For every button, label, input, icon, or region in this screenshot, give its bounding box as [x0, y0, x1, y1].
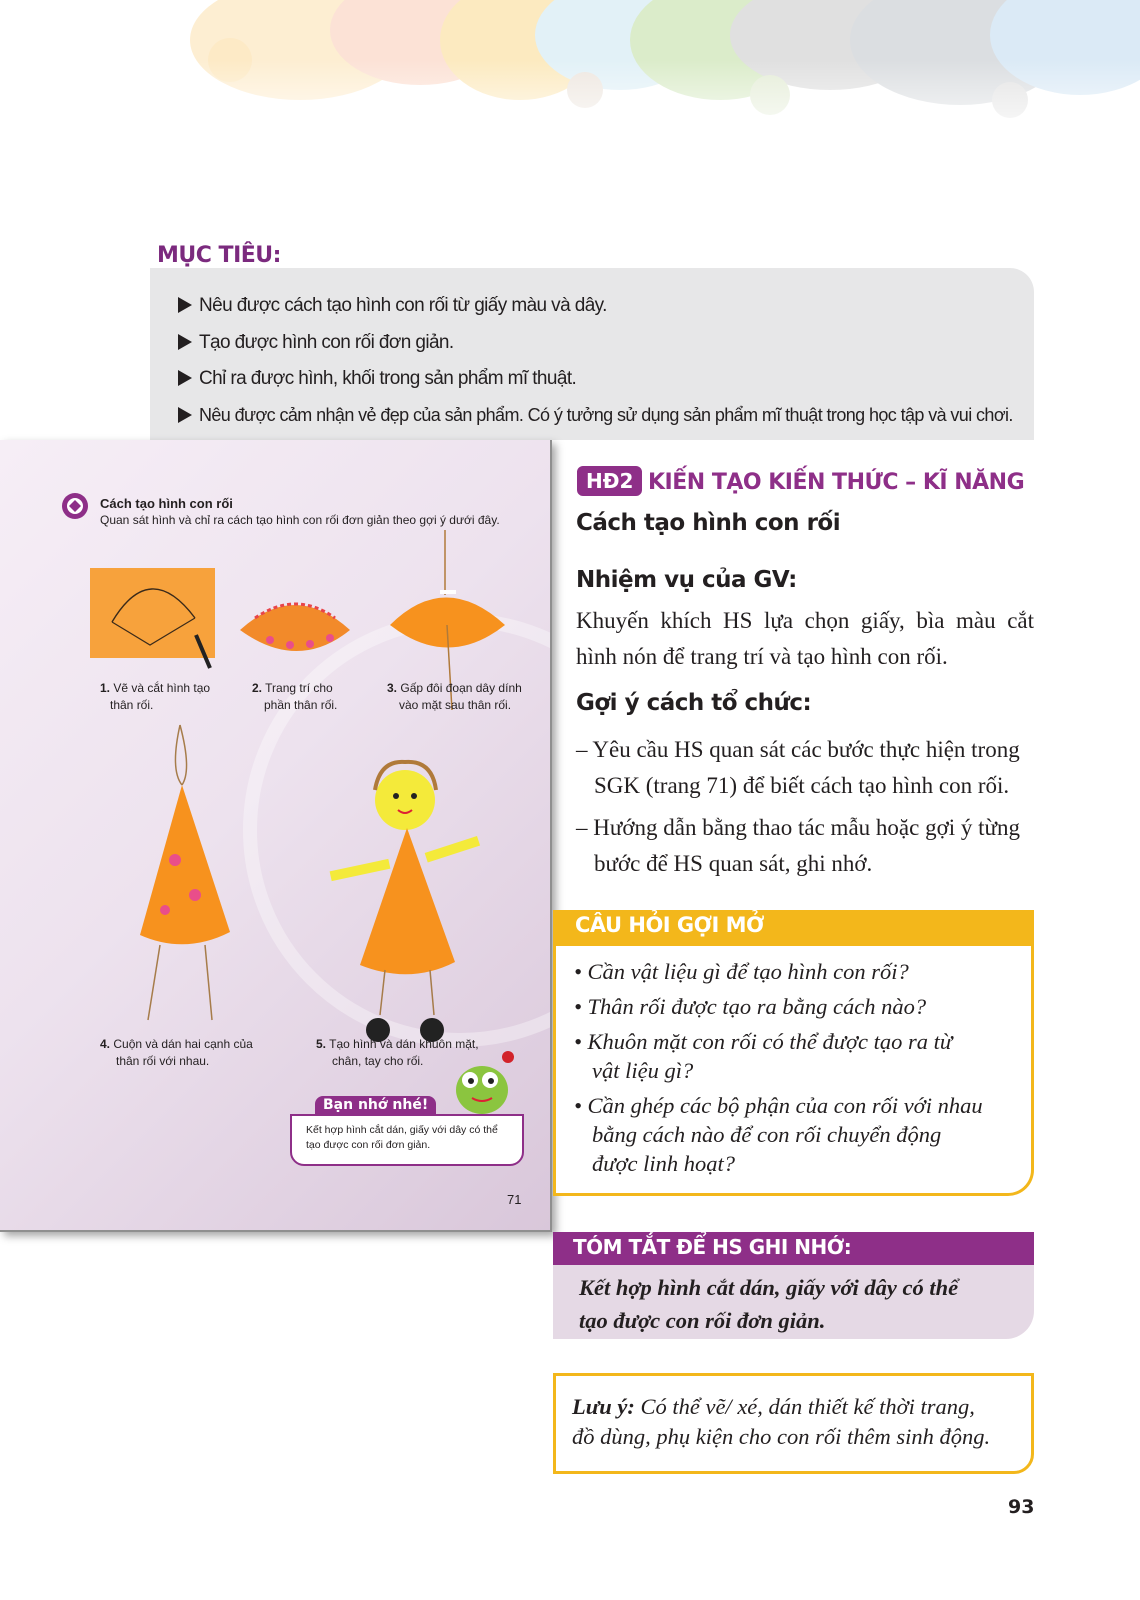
step-caption: 3. Gấp đôi đoạn dây dính vào mặt sau thân rối.	[387, 681, 522, 712]
step-caption: 1. Vẽ và cắt hình tạo thân rối.	[100, 681, 211, 712]
step2-decorated-fan-image	[240, 604, 350, 651]
question-item: • Cần ghép các bộ phận của con rối với nhau	[574, 1093, 983, 1118]
organize-item-line: bước để HS quan sát, ghi nhớ.	[594, 851, 873, 876]
page-number: 93	[1008, 1496, 1035, 1518]
textbook-page-number: 71	[507, 1192, 522, 1207]
step-caption: 4. Cuộn và dán hai cạnh của thân rối với nhau.	[100, 1037, 253, 1068]
organize-item-line: – Hướng dẫn bằng thao tác mẫu hoặc gợi ý từng	[576, 815, 1020, 840]
teacher-task-line: Khuyến khích HS lựa chọn giấy, bìa màu cắt	[576, 608, 1034, 633]
activity-title: KIẾN TẠO KIẾN THỨC – KĨ NĂNG	[648, 470, 1025, 495]
question-item-continued: vật liệu gì?	[592, 1058, 694, 1083]
triangle-bullet-icon	[178, 334, 192, 350]
organize-title: Gợi ý cách tổ chức:	[576, 690, 812, 716]
activity-subtitle: Cách tạo hình con rối	[576, 510, 841, 536]
summary-line: tạo được con rối đơn giản.	[579, 1308, 826, 1333]
summary-box	[553, 1265, 1034, 1339]
step1-paper-image	[90, 568, 215, 668]
objective-item: Chỉ ra được hình, khối trong sản phẩm mĩ thuật.	[178, 368, 576, 390]
step5-puppet-image	[330, 762, 480, 1042]
note-line: đồ dùng, phụ kiện cho con rối thêm sinh động.	[572, 1424, 991, 1449]
note-box	[553, 1373, 1034, 1474]
triangle-bullet-icon	[178, 297, 192, 313]
textbook-subheading: Quan sát hình và chỉ ra cách tạo hình con rối đơn giản theo gợi ý dưới đây.	[100, 513, 500, 527]
paint-splash-banner	[0, 0, 1140, 150]
step-caption: 2. Trang trí cho phần thân rối.	[252, 681, 338, 712]
remember-note: Kết hợp hình cắt dán, giấy với dây có thể tạo được con rối đơn giản.	[290, 1114, 524, 1166]
objective-item: Nêu được cách tạo hình con rối từ giấy màu và dây.	[178, 295, 607, 317]
organize-item-line: SGK (trang 71) để biết cách tạo hình con rối.	[594, 773, 1010, 798]
question-item: • Thân rối được tạo ra bằng cách nào?	[574, 994, 927, 1019]
organize-item-line: – Yêu cầu HS quan sát các bước thực hiện trong	[576, 737, 1020, 762]
step-caption: 5. Tạo hình và dán khuôn mặt, chân, tay cho rối.	[316, 1037, 479, 1068]
questions-title: CÂU HỎI GỢI MỞ	[553, 910, 1034, 946]
question-item: • Cần vật liệu gì để tạo hình con rối?	[574, 959, 909, 984]
objective-item: Tạo được hình con rối đơn giản.	[178, 332, 454, 354]
triangle-bullet-icon	[178, 370, 192, 386]
summary-line: Kết hợp hình cắt dán, giấy với dây có thể	[579, 1275, 959, 1300]
textbook-page-excerpt	[0, 440, 552, 1232]
textbook-heading: Cách tạo hình con rối	[100, 496, 233, 511]
question-item: • Khuôn mặt con rối có thể được tạo ra từ	[574, 1029, 953, 1054]
puzzle-icon	[62, 493, 88, 519]
note-line: Lưu ý: Có thể vẽ/ xé, dán thiết kế thời trang,	[572, 1394, 975, 1419]
question-item-continued: bằng cách nào để con rối chuyển động	[592, 1122, 942, 1147]
note-label: Lưu ý:	[572, 1394, 635, 1419]
step4-cone-image	[140, 725, 230, 1020]
activity-badge: HĐ2	[577, 466, 642, 496]
objectives-title: MỤC TIÊU:	[157, 243, 281, 268]
triangle-bullet-icon	[178, 407, 192, 423]
teacher-task-title: Nhiệm vụ của GV:	[576, 567, 797, 593]
question-item-continued: được linh hoạt?	[592, 1151, 736, 1176]
summary-title: TÓM TẮT ĐỂ HS GHI NHỚ:	[553, 1232, 1034, 1265]
teacher-task-line: hình nón để trang trí và tạo hình con rối.	[576, 644, 948, 669]
objective-item: Nêu được cảm nhận vẻ đẹp của sản phẩm. Có ý tưởng sử dụng sản phẩm mĩ thuật trong học tập và vui chơi.	[178, 405, 1013, 426]
remember-title: Bạn nhớ nhé!	[315, 1096, 436, 1114]
